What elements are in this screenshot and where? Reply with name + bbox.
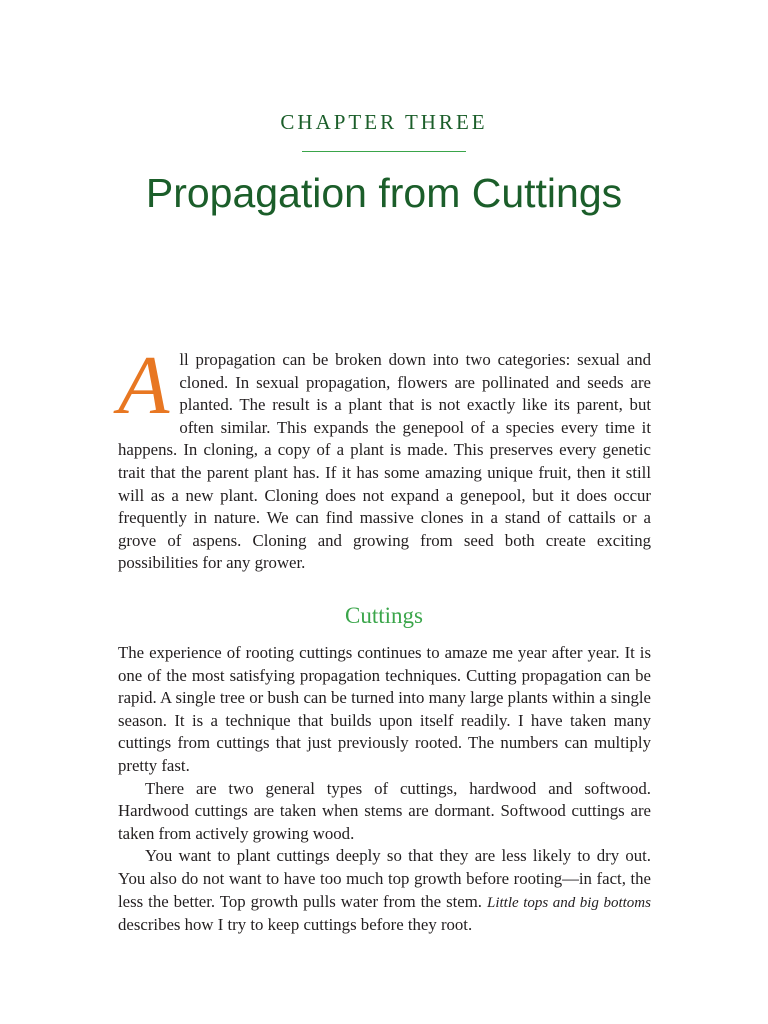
intro-text: ll propagation can be broken down into two categories: sexual and cloned. In sexual propagation, flowers are pollinated and seeds are planted. The result is a plant that is not exactly like its parent, but often similar. This expands the genepool of a species every time it happens. In cloning, a copy of a plant is made. This preserves every genetic trait that the parent plant has. If it has some amazing unique fruit, then it still will as a new plant. Cloning does not expand a genepool, but it does occur frequently in nature. We can find massive clones in a stand of cattails or a grove of aspens. Cloning and growing from seed both create exciting possibilities for any grower.: [118, 350, 651, 573]
drop-cap: A: [118, 339, 170, 432]
chapter-label: CHAPTER THREE: [280, 110, 488, 134]
body-paragraph: The experience of rooting cuttings continues to amaze me year after year. It is one of the most satisfying propagation techniques. Cutting propagation can be rapid. A single tree or bush can be turned into many large plants within a single season. It is a technique that builds upon itself readily. I have taken many cuttings from cuttings that just previously rooted. The numbers can multiply pretty fast.: [118, 643, 651, 775]
chapter-title: Propagation from Cuttings: [145, 170, 623, 216]
body-paragraph: [118, 845, 651, 936]
section-body: [118, 642, 651, 937]
closing-text: describes how I try to keep cuttings before they root.: [118, 915, 473, 935]
body-paragraph-text: You want to plant cuttings deeply so that they are less likely to dry out. You also do not want to have too much top growth before rooting—in fact, the less the better. Top growth pulls water from the stem.: [118, 846, 651, 911]
section-heading: Cuttings: [345, 603, 423, 628]
body-paragraph: There are two general types of cuttings, hardwood and softwood. Hardwood cuttings are taken when stems are dormant. Softwood cuttings are taken from actively growing wood.: [118, 778, 651, 843]
intro-paragraph: [118, 339, 651, 575]
italic-phrase: Little tops and big bottoms: [486, 894, 651, 911]
chapter-rule: [302, 151, 466, 152]
